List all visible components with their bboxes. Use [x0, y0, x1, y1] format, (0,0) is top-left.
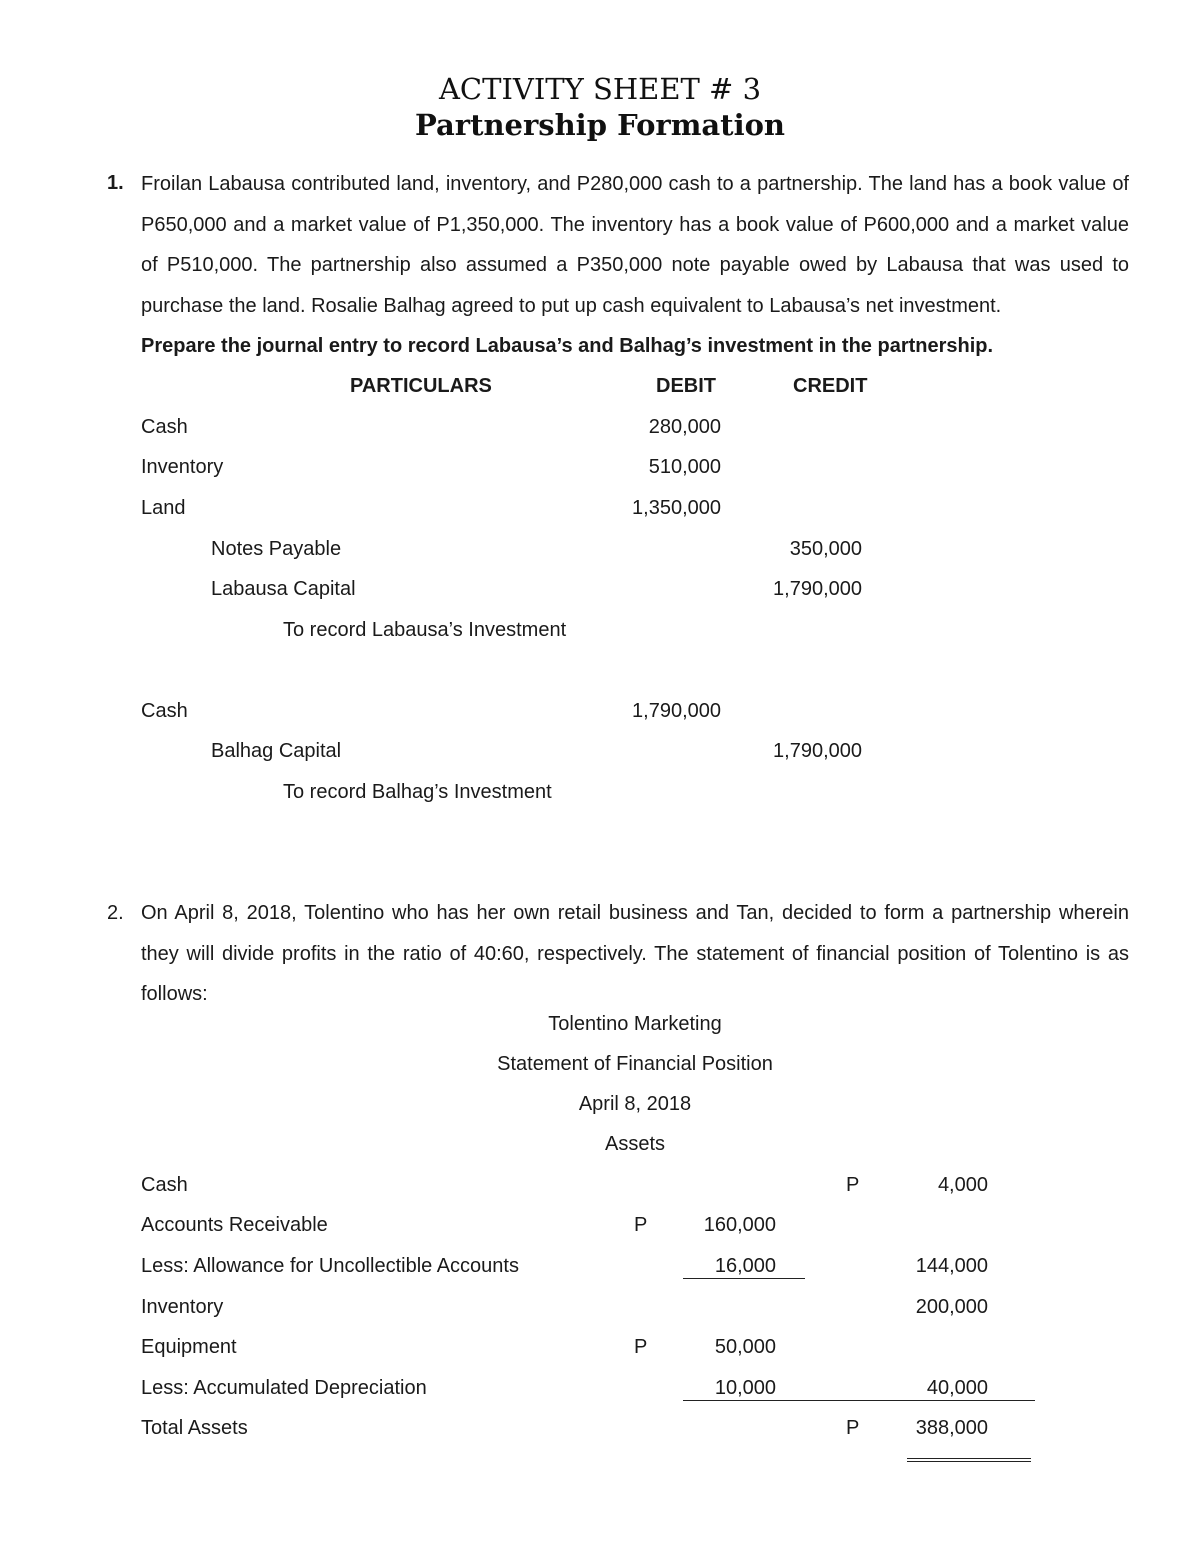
stmt-allowance-label: Less: Allowance for Uncollectible Accounts [141, 1255, 519, 1277]
entry2-capital-account: Balhag Capital [211, 740, 342, 762]
entry2-memo: To record Balhag’s Investment [283, 781, 552, 803]
entry1-land-debit: 1,350,000 [632, 497, 721, 519]
stmt-equipment-peso: P [634, 1336, 648, 1358]
entry1-memo: To record Labausa’s Investment [283, 619, 567, 641]
stmt-allowance-sub-value: 16,000 [714, 1255, 776, 1277]
statement-section: Assets [604, 1133, 666, 1155]
header-credit: CREDIT [793, 375, 868, 397]
entry1-cash-debit: 280,000 [648, 416, 721, 438]
entry1-land-account: Land [141, 497, 186, 519]
sheet-subtitle: Partnership Formation [414, 108, 786, 142]
stmt-accdep-sub [683, 1376, 805, 1401]
stmt-equipment-amount: 50,000 [714, 1336, 776, 1358]
entry2-cash-debit: 1,790,000 [632, 700, 721, 722]
stmt-allowance-sub [683, 1254, 805, 1279]
stmt-ar-label: Accounts Receivable [141, 1214, 328, 1236]
entry1-capital-account: Labausa Capital [211, 578, 356, 600]
stmt-cash-label: Cash [141, 1174, 188, 1196]
stmt-accdep-amount: 40,000 [926, 1377, 988, 1399]
stmt-accdep-sub-value: 10,000 [714, 1377, 776, 1399]
entry1-notes-account: Notes Payable [211, 538, 342, 560]
stmt-inventory-amount: 200,000 [915, 1296, 988, 1318]
stmt-ar-amount: 160,000 [703, 1214, 776, 1236]
statement-company: Tolentino Marketing [548, 1013, 722, 1035]
header-debit: DEBIT [656, 375, 716, 397]
question-1-instruction: Prepare the journal entry to record Labausa’s and Balhag’s investment in the partnership. [141, 335, 994, 357]
stmt-ar-peso: P [634, 1214, 648, 1236]
entry1-cash-account: Cash [141, 416, 188, 438]
entry1-inventory-account: Inventory [141, 456, 224, 478]
question-2-number: 2. [107, 902, 124, 924]
question-1-number: 1. [107, 172, 124, 194]
sheet-title: ACTIVITY SHEET # 3 [438, 72, 762, 106]
stmt-equipment-label: Equipment [141, 1336, 237, 1358]
stmt-total-double-rule [907, 1458, 1031, 1462]
stmt-inventory-label: Inventory [141, 1296, 224, 1318]
entry1-capital-credit: 1,790,000 [773, 578, 862, 600]
stmt-accdep-label: Less: Accumulated Depreciation [141, 1377, 427, 1399]
question-1-problem: Froilan Labausa contributed land, inventory, and P280,000 cash to a partnership. The land has a book value of P650,000 and a market value of P1,350,000. The inventory has a book value of P600,000 and a market value of P510,000. The partnership also assumed a P350,000 note payable owed by Labausa that was used to purchase the land. Rosalie Balhag agreed to put up cash equivalent to Labausa’s net investment. [141, 173, 1129, 317]
stmt-total-label: Total Assets [141, 1417, 248, 1439]
stmt-cash-peso: P [846, 1174, 860, 1196]
stmt-total-peso: P [846, 1417, 860, 1439]
stmt-accdep-rule [805, 1400, 1035, 1401]
stmt-total-amount: 388,000 [915, 1417, 988, 1439]
entry1-notes-credit: 350,000 [789, 538, 862, 560]
statement-date: April 8, 2018 [578, 1093, 692, 1115]
entry2-capital-credit: 1,790,000 [773, 740, 862, 762]
stmt-cash-amount: 4,000 [937, 1174, 988, 1196]
header-particulars: PARTICULARS [350, 375, 492, 397]
entry2-cash-account: Cash [141, 700, 188, 722]
question-2-problem: On April 8, 2018, Tolentino who has her own retail business and Tan, decided to form a partnership wherein they will divide profits in the ratio of 40:60, respectively. The statement of financial position of Tolentino is as follows: [141, 902, 1129, 1005]
stmt-allowance-amount: 144,000 [915, 1255, 988, 1277]
statement-title: Statement of Financial Position [497, 1053, 773, 1075]
entry1-inventory-debit: 510,000 [648, 456, 721, 478]
